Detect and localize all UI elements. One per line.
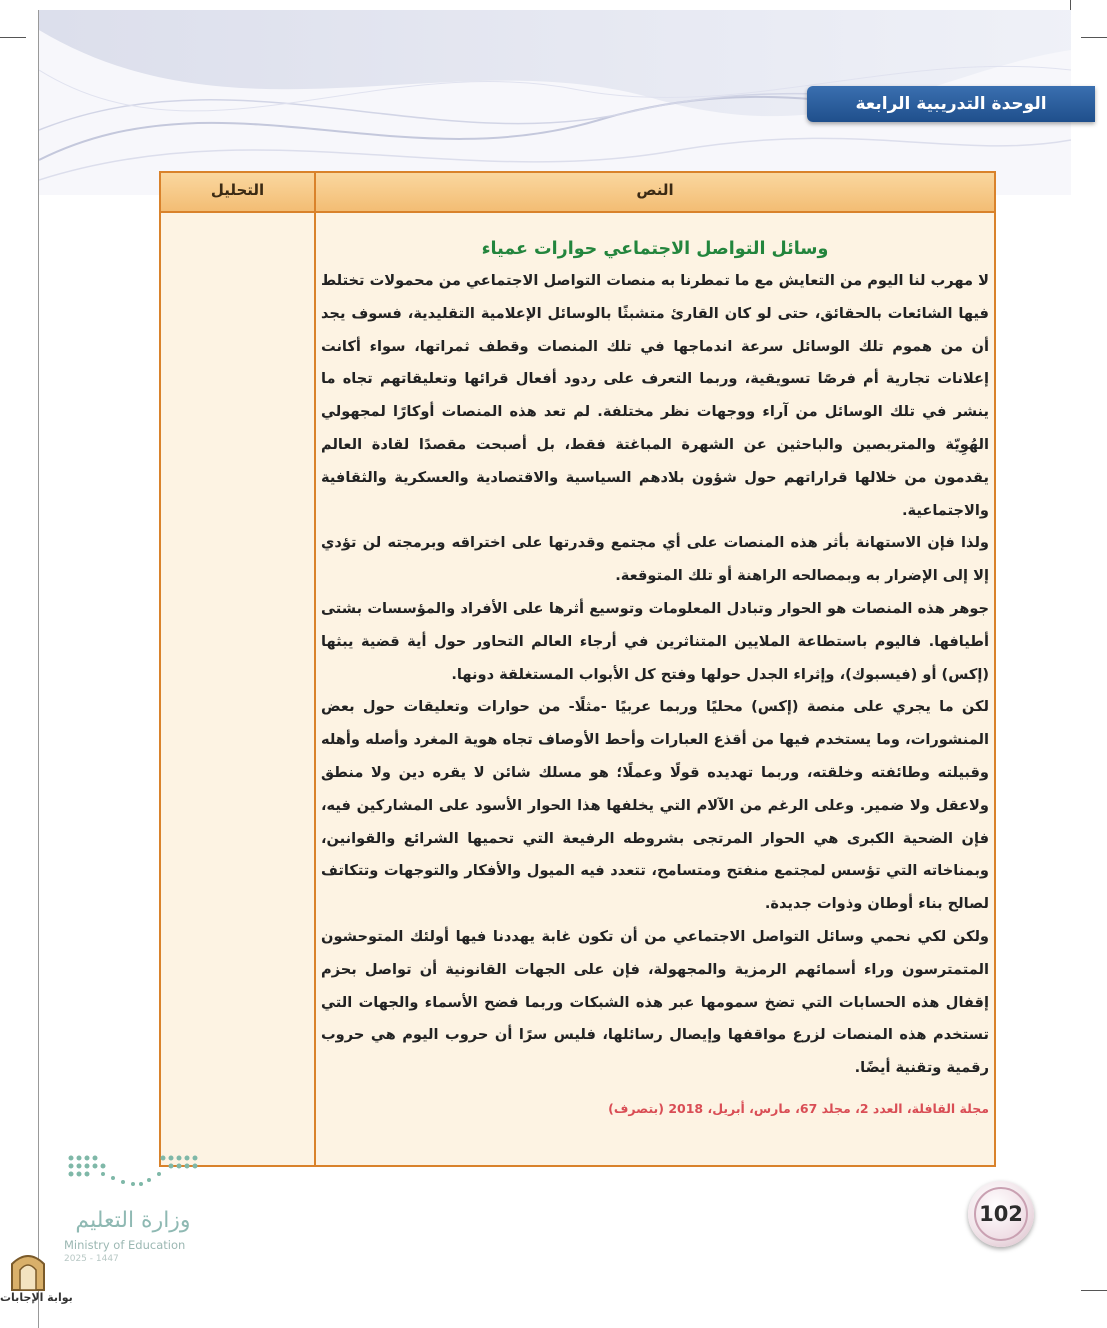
crop-mark bbox=[1081, 1290, 1107, 1291]
unit-title-tab bbox=[807, 86, 1095, 122]
book-page bbox=[38, 10, 1071, 1328]
portal-label: بوابة الإجابات bbox=[0, 1291, 73, 1304]
analysis-column-header: التحليل bbox=[210, 181, 265, 199]
table-header-row bbox=[161, 173, 994, 213]
article-paragraph: ولذا فإن الاستهانة بأثر هذه المنصات على أي مجتمع وقدرتها على اختراقه وبرمجته لن تؤدي إلا إلى الإضرار به وبمصالحه الراهنة أو تلك المتوقعة. bbox=[321, 534, 989, 585]
page-number: 102 bbox=[974, 1187, 1028, 1241]
crop-mark bbox=[0, 37, 26, 38]
unit-title: الوحدة التدريبية الرابعة bbox=[855, 94, 1047, 114]
article-paragraph: لا مهرب لنا اليوم من التعايش مع ما تمطرنا به منصات التواصل الاجتماعي من محمولات تختلط فيها الشائعات بالحقائق، حتى لو كان القارئ متشبثًا بالوسائل الإعلامية التقليدية، فسوف يجد أن من هموم تلك الوسائل سرعة اندماجها في تلك المنصات وقطف ثمراتها، سواء أكانت إعلانات تجارية أم فرصًا تسويقية، وربما التعرف على ردود أفعال قرائها وتعليقاتهم تجاه ما ينشر في تلك الوسائل من آراء ووجهات نظر مختلفة. لم تعد هذه المنصات أوكارًا لمجهولي الهُوِيّة والمتربصين والباحثين عن الشهرة المباغتة فقط، بل أصبحت مقصدًا لقادة العالم يقدمون من خلالها قراراتهم حول شؤون بلادهم السياسية والاقتصادية والعسكرية والثقافية والاجتماعية. bbox=[321, 272, 989, 519]
article-paragraph: لكن ما يجري على منصة (إكس) محليًا وربما عربيًا -مثلًا- من حوارات وتعليقات حول بعض المنشورات، وما يستخدم فيها من أقذع العبارات وأحط الأوصاف تجاه هوية المغرد وأصله وأهله وقبيلته وطائفته وخلقته، وربما تهديده قولًا وعملًا؛ هو مسلك شائن لا يقره دين ولا منطق ولاعقل ولا ضمير. وعلى الرغم من الآلام التي يخلفها هذا الحوار الأسود على المشاركين فيه، فإن الضحية الكبرى هي الحوار المرتجى بشروطه الرفيعة التي تحميها الشرائع والقوانين، وبمناخاته التي تؤسس لمجتمع منفتح ومتسامح، تتعدد فيه الميول والأفكار والتوجهات وتتكاتف لصالح بناء أوطان وذوات جديدة. bbox=[321, 698, 989, 913]
ministry-name-english: Ministry of Education bbox=[64, 1238, 186, 1252]
page-number-badge bbox=[968, 1181, 1034, 1247]
crop-mark bbox=[1081, 37, 1107, 38]
article-title: وسائل التواصل الاجتماعي حوارات عمياء bbox=[481, 239, 829, 259]
text-cell bbox=[321, 221, 989, 1116]
column-divider bbox=[314, 173, 316, 1165]
text-analysis-table bbox=[159, 171, 996, 1167]
article-paragraph: ولكن لكي نحمي وسائل التواصل الاجتماعي من أن تكون غابة يهددنا فيها أولئك المتوحشون المتمترسون وراء أسمائهم الرمزية والمجهولة، فإن على الجهات القانونية أن تواصل بحزم إقفال هذه الحسابات التي تضخ سمومها عبر هذه الشبكات وربما فضح الأسماء والجهات التي تستخدم هذه المنصات لزرع مواقفها وإيصال رسائلها، فليس سرًا أن حروب اليوم هي حروب رقمية وتقنية أيضًا. bbox=[321, 927, 989, 1077]
text-column-header: النص bbox=[636, 181, 674, 199]
portal-logo-icon bbox=[8, 1248, 48, 1292]
analysis-cell[interactable] bbox=[161, 213, 314, 1163]
ministry-year: 2025 - 1447 bbox=[64, 1254, 119, 1264]
article-source: مجلة القافلة، العدد 2، مجلد 67، مارس، أبريل، 2018 (بتصرف) bbox=[608, 1100, 989, 1116]
article-paragraph: جوهر هذه المنصات هو الحوار وتبادل المعلومات وتوسيع أثرها على الأفراد والمؤسسات بشتى أطيافها. فاليوم باستطاعة الملايين المتناثرين في أرجاء العالم التحاور حول أية قضية يبثها (إكس) أو (فيسبوك)، وإثراء الجدل حولها وفتح كل الأبواب المستغلقة دونها. bbox=[321, 599, 989, 683]
ministry-name-arabic: وزارة التعليم bbox=[75, 1208, 191, 1233]
